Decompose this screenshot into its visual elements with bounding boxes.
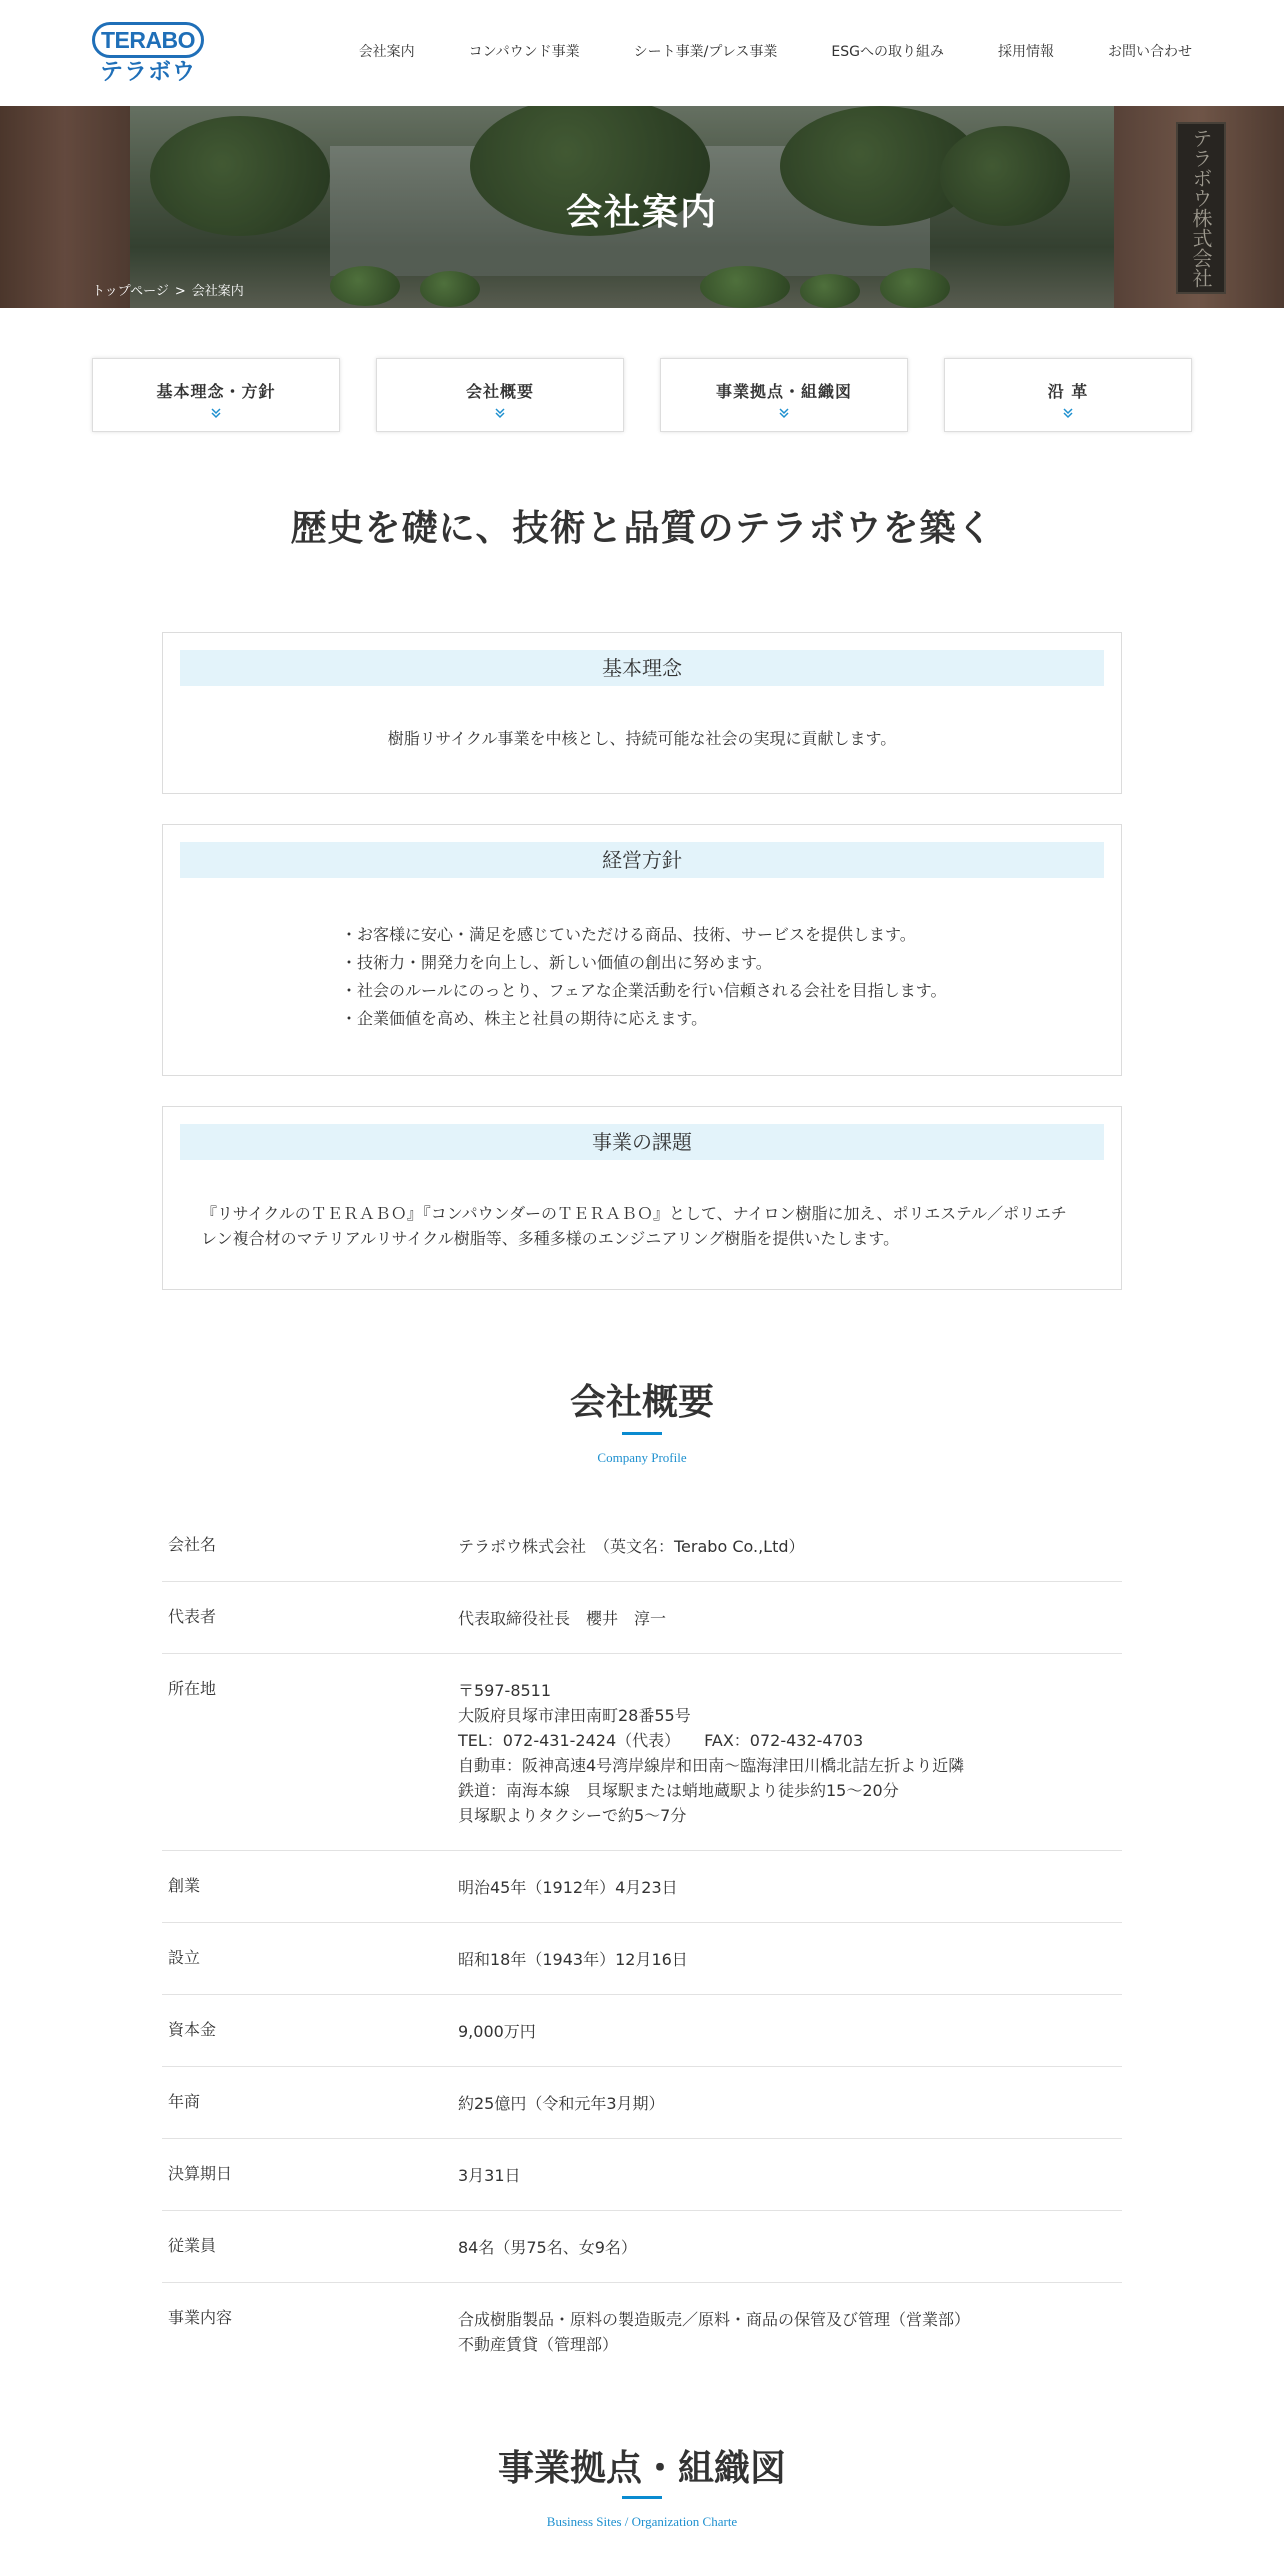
- section-nav-label: 事業拠点・組織図: [715, 382, 852, 401]
- breadcrumb-current: 会社案内: [191, 284, 244, 299]
- row-value: [458, 1510, 1122, 1581]
- table-row: [162, 1654, 1122, 1851]
- site-header: [0, 0, 1284, 106]
- section-nav-philosophy[interactable]: [92, 358, 340, 432]
- row-value-line: 大阪府貝塚市津田南町28番55号: [458, 1706, 691, 1725]
- row-value: [458, 2211, 1122, 2282]
- row-key: 年商: [168, 2092, 201, 2111]
- row-value: [458, 1654, 1122, 1850]
- row-value-line: 3月31日: [458, 2166, 521, 2185]
- row-value-line: 約25億円（令和元年3月期）: [458, 2094, 665, 2113]
- policy-heading: 経営方針: [180, 842, 1104, 878]
- terabo-logo[interactable]: [92, 22, 204, 84]
- double-chevron-down-icon: [777, 406, 791, 420]
- row-value: [458, 1851, 1122, 1922]
- row-value-line: 明治45年（1912年）4月23日: [458, 1878, 678, 1897]
- table-row: [162, 1995, 1122, 2067]
- profile-title-rule: [622, 1432, 662, 1435]
- policy-item: ・技術力・開発力を向上し、新しい価値の創出に努めます。: [341, 953, 772, 972]
- profile-table: [162, 1510, 1122, 2379]
- row-key: 会社名: [168, 1535, 217, 1554]
- double-chevron-down-icon: [493, 406, 507, 420]
- table-row: [162, 2283, 1122, 2379]
- row-key: 決算期日: [168, 2164, 233, 2183]
- row-value-line: 貝塚駅よりタクシーで約5～7分: [458, 1806, 687, 1825]
- row-key: 資本金: [168, 2020, 217, 2039]
- policy-item: ・企業価値を高め、株主と社員の期待に応えます。: [341, 1009, 708, 1028]
- row-key: 設立: [168, 1948, 201, 1967]
- section-nav-label: 沿 革: [1047, 382, 1089, 401]
- policy-item: ・社会のルールにのっとり、フェアな企業活動を行い信頼される会社を目指します。: [341, 981, 947, 1000]
- logo-katakana: テラボウ: [100, 59, 196, 85]
- issues-line: レン複合材のマテリアルリサイクル樹脂等、多種多様のエンジニアリング樹脂を提供いたします。: [201, 1229, 900, 1248]
- row-value: [458, 1582, 1122, 1653]
- nav-compound[interactable]: コンパウンド事業: [468, 44, 580, 60]
- row-value-line: 9,000万円: [458, 2022, 536, 2041]
- breadcrumb: [92, 280, 250, 299]
- logo-wordmark: TERABO: [92, 22, 204, 58]
- hero-banner: [0, 106, 1284, 308]
- row-value-line: TEL：072-431-2424（代表） FAX：072-432-4703: [458, 1731, 864, 1750]
- section-nav-profile[interactable]: [376, 358, 624, 432]
- row-value: [458, 1995, 1122, 2066]
- policy-list: [341, 921, 946, 1033]
- row-value: [458, 2067, 1122, 2138]
- double-chevron-down-icon: [1061, 406, 1075, 420]
- nav-sheet-press[interactable]: シート事業/プレス事業: [633, 44, 778, 60]
- global-nav: [305, 42, 1192, 62]
- company-nameplate: テラボウ株式会社: [1176, 122, 1226, 294]
- issues-heading: 事業の課題: [180, 1124, 1104, 1160]
- profile-title: 会社概要: [569, 1381, 714, 1423]
- breadcrumb-separator: >: [174, 284, 186, 299]
- section-nav-label: 基本理念・方針: [156, 382, 276, 401]
- nav-recruit[interactable]: 採用情報: [998, 44, 1054, 60]
- catchphrase: 歴史を礎に、技術と品質のテラボウを築く: [290, 507, 994, 549]
- nav-company[interactable]: 会社案内: [358, 44, 415, 60]
- philosophy-text: 樹脂リサイクル事業を中核とし、持続可能な社会の実現に貢献します。: [387, 729, 897, 748]
- issues-line: 『リサイクルのＴＥＲＡＢＯ』『コンパウンダーのＴＥＲＡＢＯ』として、ナイロン樹脂に加え、ポリエステル／ポリエチ: [201, 1204, 1067, 1223]
- row-value-line: 不動産賃貸（管理部）: [458, 2335, 619, 2354]
- row-value-line: 合成樹脂製品・原料の製造販売／原料・商品の保管及び管理（営業部）: [458, 2310, 971, 2329]
- row-key: 所在地: [168, 1679, 217, 1698]
- table-row: [162, 1923, 1122, 1995]
- policy-item: ・お客様に安心・満足を感じていただける商品、技術、サービスを提供します。: [341, 925, 916, 944]
- row-value-line: テラボウ株式会社 （英文名：Terabo Co.,Ltd）: [458, 1537, 805, 1556]
- nav-contact[interactable]: お問い合わせ: [1108, 44, 1192, 60]
- row-value-line: 84名（男75名、女9名）: [458, 2238, 637, 2257]
- table-row: [162, 1510, 1122, 1582]
- issues-box: [162, 1106, 1122, 1290]
- row-value: [458, 2283, 1122, 2379]
- sites-title-rule: [622, 2496, 662, 2499]
- row-value-line: 鉄道：南海本線 貝塚駅または蛸地蔵駅より徒歩約15～20分: [458, 1781, 899, 1800]
- row-key: 従業員: [168, 2236, 217, 2255]
- table-row: [162, 1582, 1122, 1654]
- table-row: [162, 2139, 1122, 2211]
- section-nav: [92, 358, 1192, 432]
- row-value-line: 自動車：阪神高速4号湾岸線岸和田南～臨海津田川橋北詰左折より近隣: [458, 1756, 965, 1775]
- table-row: [162, 1851, 1122, 1923]
- row-value-line: 〒597-8511: [458, 1681, 552, 1700]
- breadcrumb-home-link[interactable]: トップページ: [92, 284, 169, 299]
- row-value: [458, 2139, 1122, 2210]
- double-chevron-down-icon: [209, 406, 223, 420]
- table-row: [162, 2211, 1122, 2283]
- philosophy-heading: 基本理念: [180, 650, 1104, 686]
- sites-subtitle: Business Sites / Organization Charte: [546, 2514, 738, 2529]
- nav-esg[interactable]: ESGへの取り組み: [831, 44, 944, 60]
- sites-title: 事業拠点・組織図: [497, 2447, 786, 2489]
- policy-box: [162, 824, 1122, 1076]
- row-key: 代表者: [168, 1607, 217, 1626]
- section-nav-sites[interactable]: [660, 358, 908, 432]
- philosophy-box: [162, 632, 1122, 794]
- row-value: [458, 1923, 1122, 1994]
- issues-text: [201, 1201, 1091, 1251]
- row-value-line: 昭和18年（1943年）12月16日: [458, 1950, 688, 1969]
- table-row: [162, 2067, 1122, 2139]
- section-nav-label: 会社概要: [465, 382, 534, 401]
- section-nav-history[interactable]: [944, 358, 1192, 432]
- row-value-line: 代表取締役社長 櫻井 淳一: [458, 1609, 667, 1628]
- profile-subtitle: Company Profile: [597, 1450, 687, 1465]
- row-key: 事業内容: [168, 2308, 233, 2327]
- page-title: 会社案内: [565, 192, 718, 233]
- row-key: 創業: [168, 1876, 201, 1895]
